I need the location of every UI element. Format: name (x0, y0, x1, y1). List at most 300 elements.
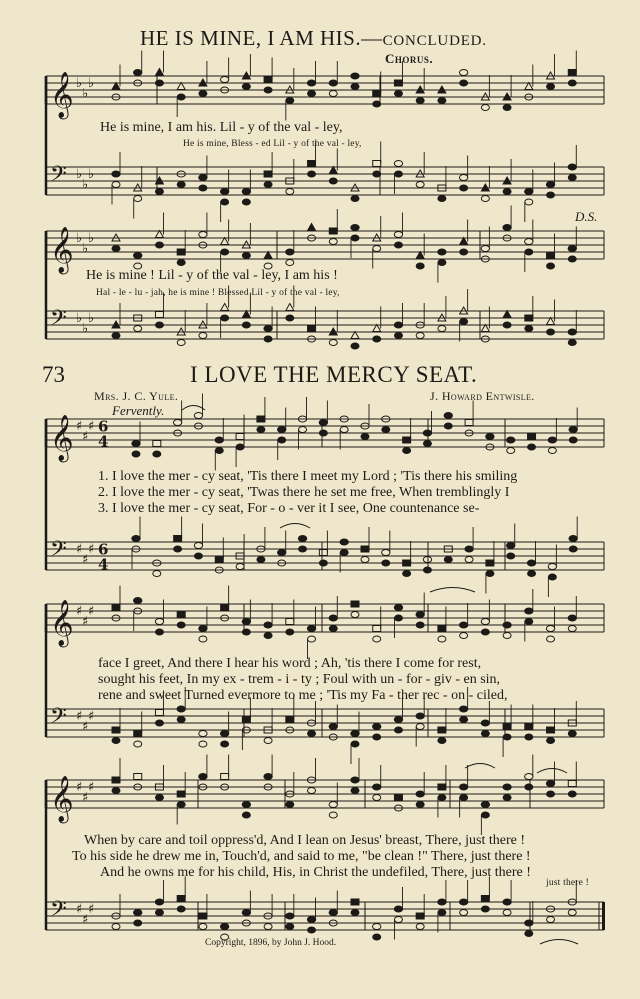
note-head (286, 717, 294, 723)
hymn-number: 73 (42, 362, 65, 387)
note-head (438, 899, 446, 905)
note-head (242, 189, 250, 195)
music-credit: J. Howard Entwisle. (430, 389, 535, 403)
note-head (299, 427, 307, 433)
note-head (221, 249, 229, 255)
sharp-icon: ♯ (88, 604, 95, 619)
note-head (242, 72, 250, 79)
note-head (394, 605, 402, 611)
note-head (503, 899, 511, 905)
note-head (351, 343, 359, 349)
note-head (177, 612, 185, 618)
note-head (329, 910, 337, 916)
note-head (155, 899, 163, 905)
note-head (264, 622, 272, 628)
sharp-icon: ♯ (76, 542, 83, 557)
note-head (438, 196, 446, 202)
note-head (459, 175, 467, 181)
note-head (319, 560, 327, 566)
note-head (351, 235, 359, 241)
note-head (221, 199, 229, 205)
note-head (351, 910, 359, 916)
note-head (308, 224, 316, 231)
note-head (132, 451, 140, 457)
note-head (548, 437, 556, 443)
note-head (340, 539, 348, 545)
note-head (460, 717, 468, 723)
flat-icon: ♭ (88, 231, 95, 246)
note-head (153, 571, 161, 577)
note-head (373, 161, 381, 167)
note-head (177, 896, 185, 902)
note-head (460, 80, 468, 86)
note-head (394, 171, 402, 177)
note-head (112, 605, 120, 611)
note-head (528, 434, 536, 440)
note-head (569, 437, 577, 443)
note-head (153, 451, 161, 457)
note-head (242, 717, 250, 723)
sharp-icon: ♯ (76, 902, 83, 917)
note-head (134, 731, 142, 737)
note-head (459, 706, 467, 712)
note-head (568, 781, 576, 787)
note-head (329, 724, 337, 730)
note-head (438, 738, 446, 744)
verse-line: To his side he drew me in, Touch'd, and said to me, "be clean !" There, just there ! (72, 849, 531, 864)
sharp-icon: ♯ (82, 614, 89, 630)
note-head (329, 615, 337, 621)
note-head (319, 430, 327, 436)
note-head (329, 80, 337, 86)
verse-line: 2. I love the mer - cy seat, 'Twas there he set me free, When tremblingly I (98, 485, 510, 500)
note-head (286, 98, 294, 104)
note-head (394, 80, 402, 86)
note-head (416, 913, 424, 919)
note-head (112, 924, 120, 930)
slur (430, 588, 475, 593)
note-head (155, 619, 163, 625)
verse-line: sought his feet, In my ex - trem - i - ty ; Foul with un - for - giv - en sin, (98, 672, 501, 687)
note-head (403, 571, 411, 577)
note-head (547, 263, 555, 269)
note-head (481, 325, 489, 332)
flat-icon: ♭ (88, 76, 95, 91)
note-head (503, 622, 511, 628)
sharp-icon: ♯ (88, 780, 95, 795)
note-head (459, 899, 467, 905)
note-head (221, 605, 229, 611)
note-head (132, 536, 140, 542)
note-head (194, 543, 202, 549)
note-head (215, 437, 223, 443)
note-head (546, 626, 554, 632)
sharp-icon: ♯ (88, 709, 95, 724)
note-head (503, 734, 511, 740)
note-head (286, 189, 294, 195)
note-head (199, 91, 207, 97)
note-head (329, 228, 337, 234)
note-head (481, 105, 489, 111)
note-head (373, 91, 381, 97)
note-head (329, 626, 337, 632)
note-head (236, 564, 244, 570)
note-head (481, 812, 489, 818)
time-signature-top: 6 (98, 540, 109, 559)
note-head (546, 781, 554, 787)
note-head (351, 196, 359, 202)
note-head (351, 899, 359, 905)
note-head (438, 795, 446, 801)
note-head (264, 738, 272, 744)
system1-upper-lyric: He is mine, I am his. Lil - y of the val - ley, (100, 120, 343, 135)
note-head (416, 263, 424, 269)
note-head (242, 199, 250, 205)
note-head (481, 93, 489, 100)
note-head (134, 910, 142, 916)
note-head (236, 444, 244, 450)
note-head (308, 788, 316, 794)
note-head (177, 83, 185, 90)
note-head (525, 608, 533, 614)
bass-clef-icon: 𝄢 (50, 704, 67, 734)
note-head (525, 83, 533, 90)
sharp-icon: ♯ (82, 429, 89, 445)
note-head (174, 536, 182, 542)
note-head (155, 322, 163, 328)
note-head (423, 441, 431, 447)
note-head (112, 246, 120, 252)
note-head (382, 560, 390, 566)
note-head (481, 196, 489, 202)
note-head (242, 910, 250, 916)
flat-icon: ♭ (76, 167, 83, 182)
flat-icon: ♭ (76, 231, 83, 246)
note-head (416, 924, 424, 930)
time-signature-bottom: 4 (98, 555, 109, 574)
note-head (329, 91, 337, 97)
note-head (568, 626, 576, 632)
note-head (132, 441, 140, 447)
note-head (568, 80, 576, 86)
note-head (416, 713, 424, 719)
note-head (373, 795, 381, 801)
note-head (351, 731, 359, 737)
note-head (394, 717, 402, 723)
note-head (329, 802, 337, 808)
note-head (199, 333, 207, 339)
note-head (503, 784, 511, 790)
note-head (264, 77, 272, 83)
note-head (503, 93, 511, 100)
note-head (286, 913, 294, 919)
note-head (134, 741, 142, 747)
note-head (199, 636, 207, 642)
note-head (525, 784, 533, 790)
note-head (199, 185, 207, 191)
note-head (340, 427, 348, 433)
note-head (394, 232, 402, 238)
note-head (503, 177, 511, 184)
note-head (308, 636, 316, 642)
note-head (568, 329, 576, 335)
note-head (134, 196, 142, 202)
note-head (546, 182, 554, 188)
note-head (221, 741, 229, 747)
note-head (438, 98, 446, 104)
note-head (199, 924, 207, 930)
verse-line: face I greet, And there I hear his word ; Ah, 'tis there I come for rest, (98, 656, 482, 671)
note-head (221, 238, 229, 245)
note-head (416, 182, 424, 188)
note-head (548, 564, 556, 570)
note-head (299, 546, 307, 552)
note-head (503, 311, 511, 318)
verse-line: rene and sweet Turned evermore to me ; 'Tis my Fa - ther rec - on - ciled, (98, 688, 508, 703)
verse-line: 3. I love the mer - cy seat, For - o - ver it I see, One countenance se- (98, 501, 480, 516)
page-heading-sub: CONCLUDED. (382, 33, 487, 49)
note-head (460, 910, 468, 916)
note-head (548, 448, 556, 454)
note-head (194, 413, 202, 419)
note-head (134, 70, 142, 76)
note-head (373, 336, 381, 342)
note-head (547, 192, 555, 198)
note-head (286, 249, 294, 255)
note-head (568, 731, 576, 737)
bass-clef-icon: 𝄢 (50, 897, 67, 927)
note-head (112, 333, 120, 339)
note-head (242, 619, 250, 625)
note-head (242, 84, 250, 90)
system1-lower-lyric: He is mine, Bless - ed Lil - y of the val - ley, (183, 139, 362, 149)
note-head (264, 326, 272, 332)
note-head (242, 629, 250, 635)
note-head (242, 812, 250, 818)
note-head (438, 784, 446, 790)
note-head (394, 615, 402, 621)
slur (280, 524, 310, 529)
note-head (199, 913, 207, 919)
note-head (460, 319, 468, 325)
sharp-icon: ♯ (88, 542, 95, 557)
note-head (460, 249, 468, 255)
flat-icon: ♭ (76, 76, 83, 91)
note-head (394, 242, 402, 248)
note-head (416, 802, 424, 808)
note-head (459, 622, 467, 628)
note-head (438, 727, 446, 733)
note-head (481, 731, 489, 737)
note-head (438, 326, 446, 332)
note-head (507, 543, 515, 549)
note-head (460, 795, 468, 801)
note-head (199, 79, 207, 86)
note-head (547, 791, 555, 797)
note-head (155, 312, 163, 318)
note-head (568, 615, 576, 621)
note-head (548, 574, 556, 580)
note-head (264, 171, 272, 177)
note-head (507, 448, 515, 454)
note-head (351, 777, 359, 783)
treble-clef-icon: 𝄞 (50, 776, 74, 822)
note-head (177, 791, 185, 797)
note-head (308, 731, 316, 737)
note-head (503, 105, 511, 111)
note-head (568, 164, 576, 170)
note-head (308, 91, 316, 97)
note-head (340, 550, 348, 556)
note-head (481, 246, 489, 252)
note-head (112, 321, 120, 328)
treble-clef-icon: 𝄞 (50, 415, 74, 461)
note-head (264, 182, 272, 188)
note-head (134, 598, 142, 604)
page-heading (140, 26, 487, 51)
note-head (155, 910, 163, 916)
note-head (547, 917, 555, 923)
note-head (112, 788, 120, 794)
note-head (177, 94, 185, 100)
words-credit: Mrs. J. C. Yule. (94, 389, 179, 403)
note-head (286, 924, 294, 930)
note-head (257, 557, 265, 563)
system2-lower-lyric: Hal - le - lu - jah, he is mine ! Blessed Lil - y of the val - ley, (96, 288, 340, 298)
note-head (307, 626, 315, 632)
note-head (416, 622, 424, 628)
note-head (416, 724, 424, 730)
note-head (403, 560, 411, 566)
note-head (394, 322, 402, 328)
note-head (438, 86, 446, 93)
note-head (403, 448, 411, 454)
note-head (242, 253, 250, 259)
note-head (308, 927, 316, 933)
note-head (307, 80, 315, 86)
note-head (329, 167, 337, 174)
note-head (319, 550, 327, 556)
note-head (351, 73, 359, 79)
note-head (547, 84, 555, 90)
note-head (286, 304, 294, 311)
ds-mark: D.S. (575, 209, 598, 224)
note-head (373, 934, 381, 940)
note-head (257, 427, 265, 433)
note-head (308, 326, 316, 332)
note-head (199, 232, 207, 238)
note-head (394, 727, 402, 733)
note-head (568, 340, 576, 346)
sharp-icon: ♯ (76, 604, 83, 619)
flat-icon: ♭ (82, 241, 89, 257)
note-head (361, 557, 369, 563)
note-head (486, 571, 494, 577)
note-head (444, 413, 452, 419)
note-head (507, 437, 515, 443)
slur (182, 406, 205, 411)
note-head (373, 325, 381, 332)
hymn-title: I LOVE THE MERCY SEAT. (190, 362, 478, 387)
note-head (177, 802, 185, 808)
note-head (481, 906, 489, 912)
note-head (568, 175, 576, 181)
note-head (177, 249, 185, 255)
note-head (329, 239, 337, 245)
note-head (373, 234, 381, 241)
flat-icon: ♭ (88, 311, 95, 326)
flat-icon: ♭ (76, 311, 83, 326)
verse-line: And he owns me for his child, His, in Christ the undefiled, There, just there ! (100, 865, 531, 880)
bass-clef-icon: 𝄢 (50, 306, 67, 336)
note-head (547, 72, 555, 79)
slur (540, 940, 578, 945)
note-head (394, 795, 402, 801)
note-head (177, 182, 185, 188)
note-head (220, 77, 228, 83)
flat-icon: ♭ (88, 167, 95, 182)
note-head (444, 557, 452, 563)
note-head (112, 777, 120, 783)
flat-icon: ♭ (82, 177, 89, 193)
note-head (177, 622, 185, 628)
note-head (177, 717, 185, 723)
system2-upper-lyric: He is mine ! Lil - y of the val - ley, I am his ! (86, 268, 338, 283)
note-head (373, 246, 381, 252)
echo-lyric: just there ! (546, 878, 590, 888)
sharp-icon: ♯ (82, 912, 89, 928)
note-head (298, 536, 306, 542)
note-head (361, 434, 369, 440)
note-head (278, 550, 286, 556)
note-head (329, 340, 337, 346)
note-head (503, 225, 511, 231)
note-head (481, 802, 489, 808)
note-head (278, 437, 286, 443)
note-head (503, 189, 511, 195)
note-head (547, 738, 555, 744)
note-head (528, 444, 536, 450)
note-head (351, 225, 359, 231)
page-heading-main: HE IS MINE, I AM HIS.— (140, 26, 383, 50)
note-head (173, 420, 181, 426)
note-head (220, 731, 228, 737)
note-head (215, 448, 223, 454)
note-head (264, 774, 272, 780)
note-head (465, 546, 473, 552)
note-head (112, 182, 120, 188)
note-head (242, 322, 250, 328)
note-head (236, 434, 244, 440)
note-head (112, 234, 120, 241)
bass-clef-icon: 𝄢 (50, 537, 67, 567)
note-head (134, 184, 142, 191)
note-head (221, 304, 229, 311)
note-head (351, 741, 359, 747)
time-signature-bottom: 4 (98, 432, 109, 451)
note-head (528, 571, 536, 577)
note-head (155, 629, 163, 635)
treble-clef-icon: 𝄞 (50, 72, 74, 118)
note-head (416, 791, 424, 797)
note-head (394, 91, 402, 97)
note-head (438, 910, 446, 916)
note-head (423, 567, 431, 573)
note-head (155, 710, 163, 716)
note-head (547, 727, 555, 733)
note-head (416, 86, 424, 93)
note-head (242, 802, 250, 808)
